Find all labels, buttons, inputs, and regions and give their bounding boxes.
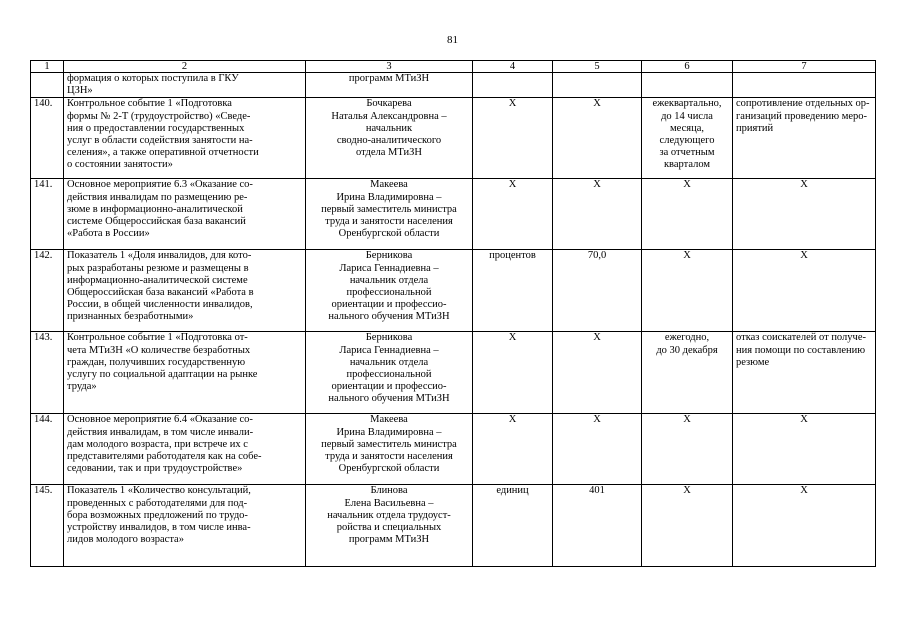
event-description-line: услугу по социальной адаптации на рынке <box>67 369 258 381</box>
deadline-line: ежеквартально, <box>652 98 722 110</box>
indicator-value-cell <box>553 250 642 332</box>
indicator-value-line: 401 <box>589 485 605 497</box>
table-row <box>31 250 876 332</box>
responsible-person-cell <box>306 414 473 485</box>
indicator-value-cell <box>553 98 642 179</box>
event-description-line: информационно-аналитической системе <box>67 274 248 286</box>
event-description-line: Основное мероприятие 6.3 «Оказание со- <box>67 179 253 191</box>
deadline-line: Х <box>683 179 691 191</box>
row-number: 140. <box>31 98 64 179</box>
event-description-cell <box>64 414 306 485</box>
responsible-person-line: начальник <box>365 122 413 134</box>
plan-table <box>30 60 876 567</box>
event-description-line: представителями работодателя как на собе- <box>67 451 262 463</box>
event-description-line: «Работа в России» <box>67 228 150 240</box>
event-description-line: граждан, получивших государственную <box>67 356 246 368</box>
responsible-person-line: начальник отдела <box>349 274 429 286</box>
unit-of-measure-line: процентов <box>489 250 536 262</box>
unit-of-measure-line: Х <box>508 98 517 110</box>
table-row <box>31 414 876 485</box>
responsible-person-line: Елена Васильевна – <box>344 497 434 509</box>
column-number: 3 <box>306 61 473 73</box>
unit-of-measure-line: Х <box>508 179 517 191</box>
responsible-person-cell <box>306 73 473 98</box>
responsible-person-line: Блинова <box>370 485 408 497</box>
deadline-line: Х <box>683 250 691 262</box>
risks-line: Х <box>800 179 808 191</box>
responsible-person-cell <box>306 179 473 250</box>
event-description-line: формация о которых поступила в ГКУ <box>67 73 239 84</box>
responsible-person-cell <box>306 98 473 179</box>
event-description-line: действия инвалидам по размещению ре- <box>67 191 248 203</box>
responsible-person-line: первый заместитель министра <box>321 203 457 215</box>
deadline-line: ежегодно, <box>664 332 710 344</box>
row-number: 144. <box>31 414 64 485</box>
responsible-person-line: нального обучения МТиЗН <box>328 393 450 405</box>
responsible-person-line: начальник отдела <box>349 356 429 368</box>
risks-line: резюме <box>736 356 770 368</box>
unit-of-measure-line: Х <box>508 414 517 426</box>
column-number: 5 <box>553 61 642 73</box>
table-row <box>31 73 876 98</box>
indicator-value-line: 70,0 <box>587 250 607 262</box>
deadline-cell <box>642 250 733 332</box>
unit-of-measure-cell <box>473 73 553 98</box>
risks-line: Х <box>800 250 808 262</box>
event-description-line: России, в общей численности инвалидов, <box>67 299 253 311</box>
risks-cell <box>733 485 876 567</box>
risks-cell <box>733 414 876 485</box>
event-description-line: проведенных с работодателями для под- <box>67 497 248 509</box>
unit-of-measure-cell <box>473 98 553 179</box>
event-description-cell <box>64 250 306 332</box>
event-description-line: дам молодого возраста, при встрече их с <box>67 438 248 450</box>
table-row <box>31 485 876 567</box>
risks-line: Х <box>800 485 808 497</box>
event-description-line: формы № 2-Т (трудоустройство) «Сведе- <box>67 110 251 122</box>
event-description-line: Основное мероприятие 6.4 «Оказание со- <box>67 414 253 426</box>
unit-of-measure-cell <box>473 250 553 332</box>
deadline-cell <box>642 179 733 250</box>
event-description-line: ния о предоставлении государственных <box>67 122 245 134</box>
deadline-line: следующего <box>659 135 715 147</box>
responsible-person-line: труда и занятости населения <box>325 216 453 228</box>
deadline-cell <box>642 98 733 179</box>
event-description-line: бора возможных предложений по трудо- <box>67 509 248 521</box>
event-description-line: Показатель 1 «Количество консультаций, <box>67 485 251 497</box>
event-description-cell <box>64 179 306 250</box>
event-description-cell <box>64 98 306 179</box>
page-number: 81 <box>447 34 458 46</box>
responsible-person-line: начальник отдела трудоуст- <box>327 509 451 521</box>
responsible-person-line: первый заместитель министра <box>321 438 457 450</box>
unit-of-measure-cell <box>473 332 553 414</box>
event-description-line: Контрольное событие 1 «Подготовка <box>67 98 232 110</box>
deadline-cell <box>642 73 733 98</box>
event-description-line: труда» <box>67 381 97 393</box>
responsible-person-line: нального обучения МТиЗН <box>328 311 450 323</box>
responsible-person-line: Макеева <box>370 414 408 426</box>
responsible-person-line: отдела МТиЗН <box>355 147 423 159</box>
event-description-cell <box>64 485 306 567</box>
event-description-line: ЦЗН» <box>67 85 93 97</box>
row-number: 145. <box>31 485 64 567</box>
risks-line: сопротивление отдельных ор- <box>736 98 870 110</box>
responsible-person-line: сводно-аналитического <box>336 135 442 147</box>
event-description-line: о состоянии занятости» <box>67 159 173 171</box>
responsible-person-line: Ирина Владимировна – <box>336 426 442 438</box>
event-description-line: зюме в информационно-аналитической <box>67 203 243 215</box>
event-description-line: Общероссийская база вакансий «Работа в <box>67 287 254 299</box>
risks-cell <box>733 98 876 179</box>
deadline-cell <box>642 332 733 414</box>
indicator-value-line: Х <box>593 414 601 426</box>
risks-cell <box>733 250 876 332</box>
unit-of-measure-cell <box>473 414 553 485</box>
column-number: 4 <box>473 61 553 73</box>
unit-of-measure-cell <box>473 179 553 250</box>
event-description-line: рых разработаны резюме и размещены в <box>67 262 249 274</box>
indicator-value-line: Х <box>593 98 601 110</box>
unit-of-measure-line: единиц <box>496 485 529 497</box>
responsible-person-line: профессиональной <box>346 287 432 299</box>
responsible-person-line: Наталья Александровна – <box>331 110 447 122</box>
table-row <box>31 332 876 414</box>
indicator-value-line: Х <box>593 332 601 344</box>
risks-line: отказ соискателей от получе- <box>736 332 866 344</box>
deadline-line: месяца, <box>670 122 704 134</box>
deadline-line: кварталом <box>663 159 711 171</box>
row-number: 143. <box>31 332 64 414</box>
row-number: 142. <box>31 250 64 332</box>
indicator-value-cell <box>553 414 642 485</box>
deadline-line: Х <box>683 485 691 497</box>
indicator-value-line: Х <box>593 179 601 191</box>
deadline-cell <box>642 414 733 485</box>
risks-line: ганизаций проведению меро- <box>736 110 868 122</box>
responsible-person-line: Оренбургской области <box>338 463 440 475</box>
event-description-line: седовании, так и при трудоустройстве» <box>67 463 243 475</box>
responsible-person-cell <box>306 250 473 332</box>
responsible-person-cell <box>306 485 473 567</box>
row-number <box>31 73 64 98</box>
responsible-person-line: Лариса Геннадиевна – <box>339 344 439 356</box>
indicator-value-cell <box>553 332 642 414</box>
responsible-person-line: профессиональной <box>346 369 432 381</box>
deadline-line: Х <box>683 414 691 426</box>
responsible-person-line: Ирина Владимировна – <box>336 191 442 203</box>
responsible-person-cell <box>306 332 473 414</box>
deadline-cell <box>642 485 733 567</box>
deadline-line: до 14 числа <box>661 110 713 122</box>
indicator-value-cell <box>553 179 642 250</box>
responsible-person-line: ориентации и профессио- <box>331 299 447 311</box>
responsible-person-line: труда и занятости населения <box>325 451 453 463</box>
event-description-line: чета МТиЗН «О количестве безработных <box>67 344 251 356</box>
deadline-line: за отчетным <box>659 147 715 159</box>
responsible-person-line: Макеева <box>370 179 408 191</box>
event-description-cell <box>64 73 306 98</box>
event-description-line: устройству инвалидов, в том числе инва- <box>67 522 251 534</box>
column-number: 1 <box>31 61 64 73</box>
responsible-person-line: Лариса Геннадиевна – <box>339 262 439 274</box>
event-description-line: признанных безработными» <box>67 311 194 323</box>
column-number: 2 <box>64 61 306 73</box>
responsible-person-line: программ МТиЗН <box>348 534 430 546</box>
event-description-line: системе Общероссийская база вакансий <box>67 216 246 228</box>
unit-of-measure-cell <box>473 485 553 567</box>
risks-line: ния помощи по составлению <box>736 344 866 356</box>
event-description-line: услуг в области содействия занятости на- <box>67 135 253 147</box>
responsible-person-line: ориентации и профессио- <box>331 381 447 393</box>
column-number: 6 <box>642 61 733 73</box>
risks-cell <box>733 332 876 414</box>
risks-cell <box>733 73 876 98</box>
responsible-person-line: программ МТиЗН <box>348 73 430 84</box>
event-description-line: действия инвалидам, в том числе инвали- <box>67 426 254 438</box>
event-description-line: селения», а также оперативной отчетности <box>67 147 259 159</box>
responsible-person-line: Бочкарева <box>366 98 412 110</box>
risks-line: приятий <box>736 122 774 134</box>
indicator-value-cell <box>553 73 642 98</box>
event-description-line: Контрольное событие 1 «Подготовка от- <box>67 332 248 344</box>
row-number: 141. <box>31 179 64 250</box>
indicator-value-cell <box>553 485 642 567</box>
responsible-person-line: ройства и специальных <box>336 522 442 534</box>
deadline-line: до 30 декабря <box>656 344 718 356</box>
event-description-cell <box>64 332 306 414</box>
event-description-line: Показатель 1 «Доля инвалидов, для кото- <box>67 250 252 262</box>
column-number-header-row <box>31 61 876 73</box>
column-number: 7 <box>733 61 876 73</box>
responsible-person-line: Берникова <box>365 332 413 344</box>
risks-cell <box>733 179 876 250</box>
unit-of-measure-line: Х <box>508 332 517 344</box>
responsible-person-line: Берникова <box>365 250 413 262</box>
responsible-person-line: Оренбургской области <box>338 228 440 240</box>
risks-line: Х <box>800 414 808 426</box>
table-row <box>31 98 876 179</box>
table-row <box>31 179 876 250</box>
event-description-line: лидов молодого возраста» <box>67 534 184 546</box>
